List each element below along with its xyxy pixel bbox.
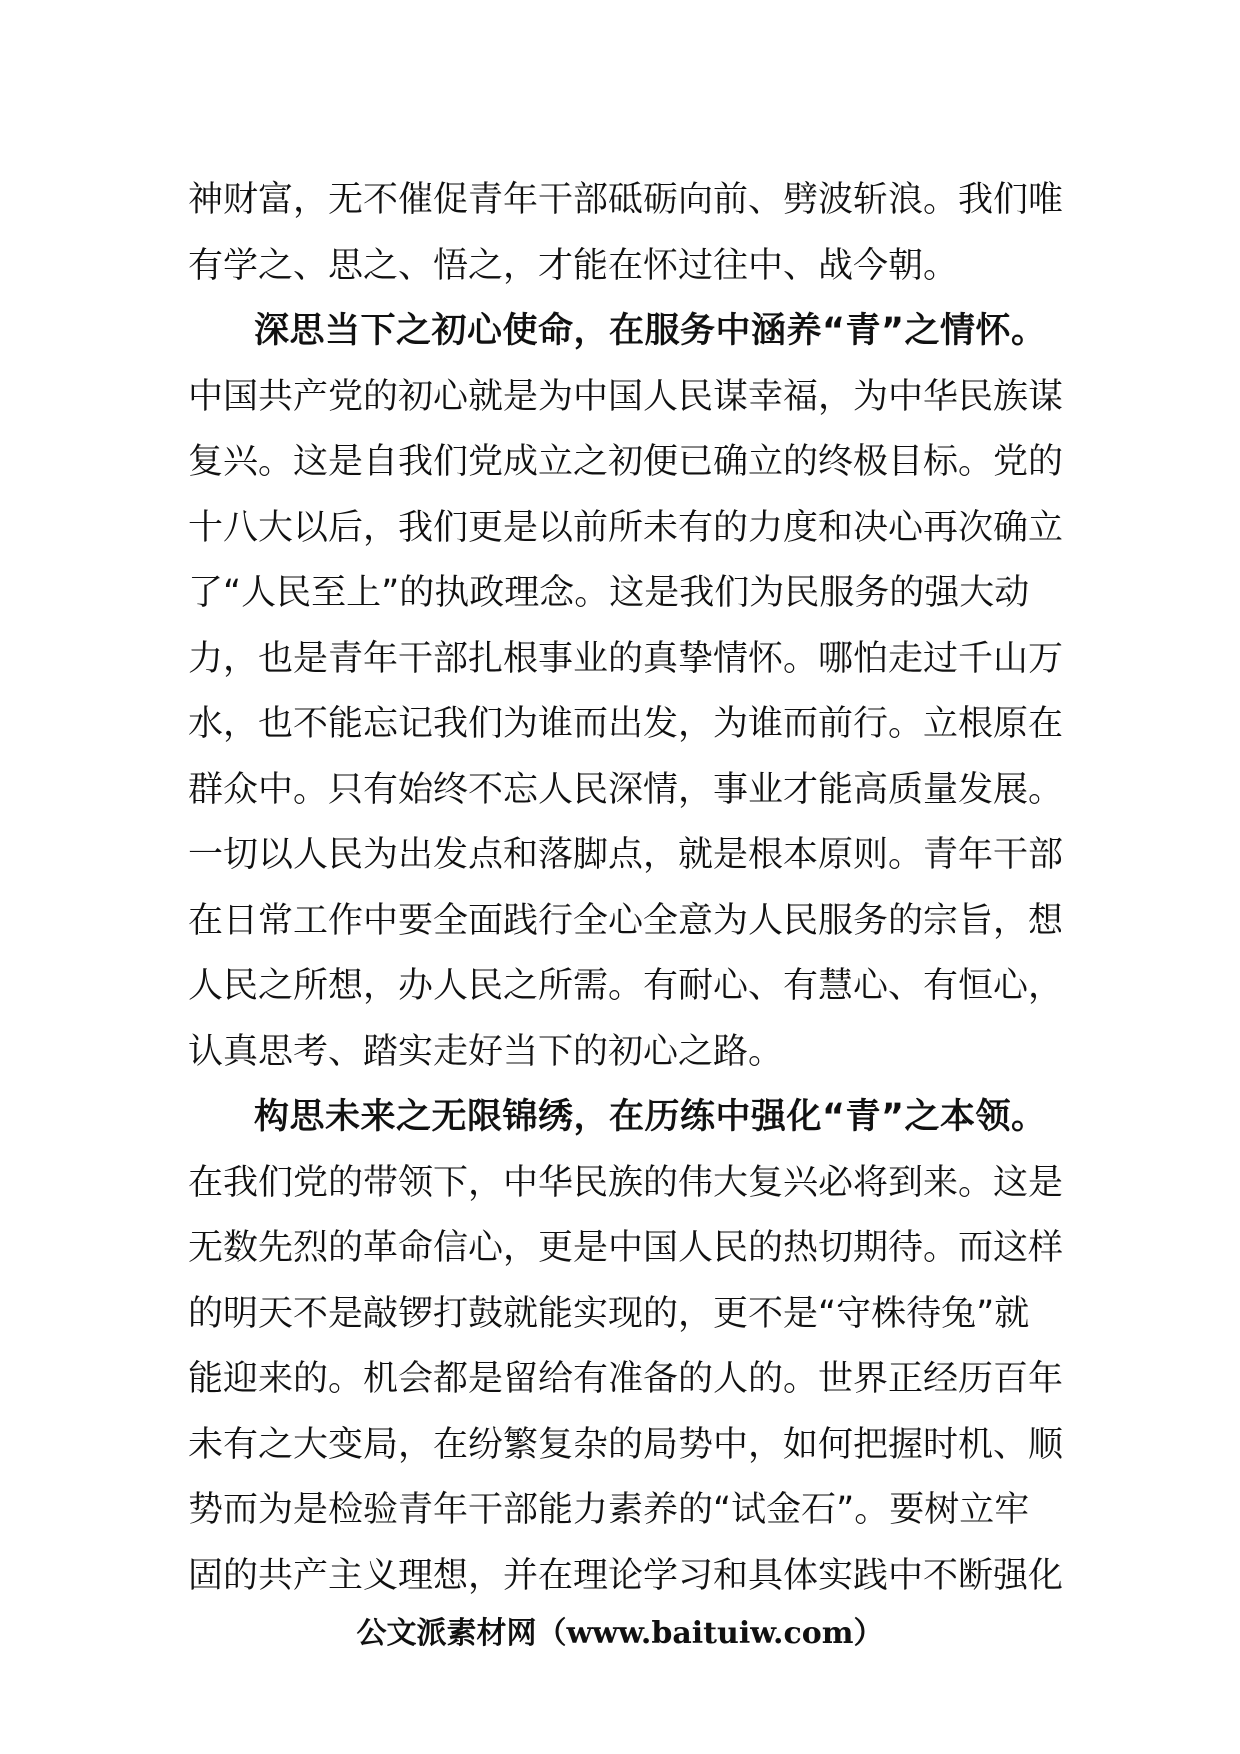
section-heading: 构思未来之无限锦绣，在历练中强化“青”之本领。 xyxy=(254,1097,1047,1137)
body-line: 能迎来的。机会都是留给有准备的人的。世界正经历百年 xyxy=(188,1359,1064,1399)
section-heading: 深思当下之初心使命，在服务中涵养“青”之情怀。 xyxy=(254,311,1047,351)
body-line: 未有之大变局，在纷繁复杂的局势中，如何把握时机、顺 xyxy=(188,1424,1064,1465)
body-line: 固的共产主义理想，并在理论学习和具体实践中不断强化 xyxy=(188,1555,1064,1596)
body-line: 水，也不能忘记我们为谁而出发，为谁而前行。立根原在 xyxy=(188,704,1064,744)
body-line: 在我们党的带领下，中华民族的伟大复兴必将到来。这是 xyxy=(188,1162,1064,1203)
body-line: 群众中。只有始终不忘人民深情，事业才能高质量发展。 xyxy=(188,769,1064,810)
footer-watermark: 公文派素材网（www.baituiw.com） xyxy=(356,1616,884,1651)
body-line: 神财富，无不催促青年干部砥砺向前、劈波斩浪。我们唯 xyxy=(188,180,1064,220)
document-body xyxy=(188,168,1064,1609)
body-line: 的明天不是敲锣打鼓就能实现的，更不是“守株待兔”就 xyxy=(188,1293,1030,1334)
body-line: 在日常工作中要全面践行全心全意为人民服务的宗旨，想 xyxy=(188,900,1064,941)
body-line: 复兴。这是自我们党成立之初便已确立的终极目标。党的 xyxy=(188,442,1064,482)
body-line: 中国共产党的初心就是为中国人民谋幸福，为中华民族谋 xyxy=(188,376,1064,417)
body-line: 一切以人民为出发点和落脚点，就是根本原则。青年干部 xyxy=(188,835,1064,875)
body-line: 无数先烈的革命信心，更是中国人民的热切期待。而这样 xyxy=(188,1228,1064,1268)
body-line: 十八大以后，我们更是以前所未有的力度和决心再次确立 xyxy=(188,507,1064,548)
body-line: 了“人民至上”的执政理念。这是我们为民服务的强大动 xyxy=(188,573,1030,613)
body-line: 力，也是青年干部扎根事业的真挚情怀。哪怕走过千山万 xyxy=(188,638,1064,679)
body-line: 势而为是检验青年干部能力素养的“试金石”。要树立牢 xyxy=(188,1490,1030,1530)
body-line: 有学之、思之、悟之，才能在怀过往中、战今朝。 xyxy=(188,245,959,286)
body-line: 人民之所想，办人民之所需。有耐心、有慧心、有恒心， xyxy=(188,966,1064,1006)
body-line: 认真思考、踏实走好当下的初心之路。 xyxy=(188,1031,784,1072)
